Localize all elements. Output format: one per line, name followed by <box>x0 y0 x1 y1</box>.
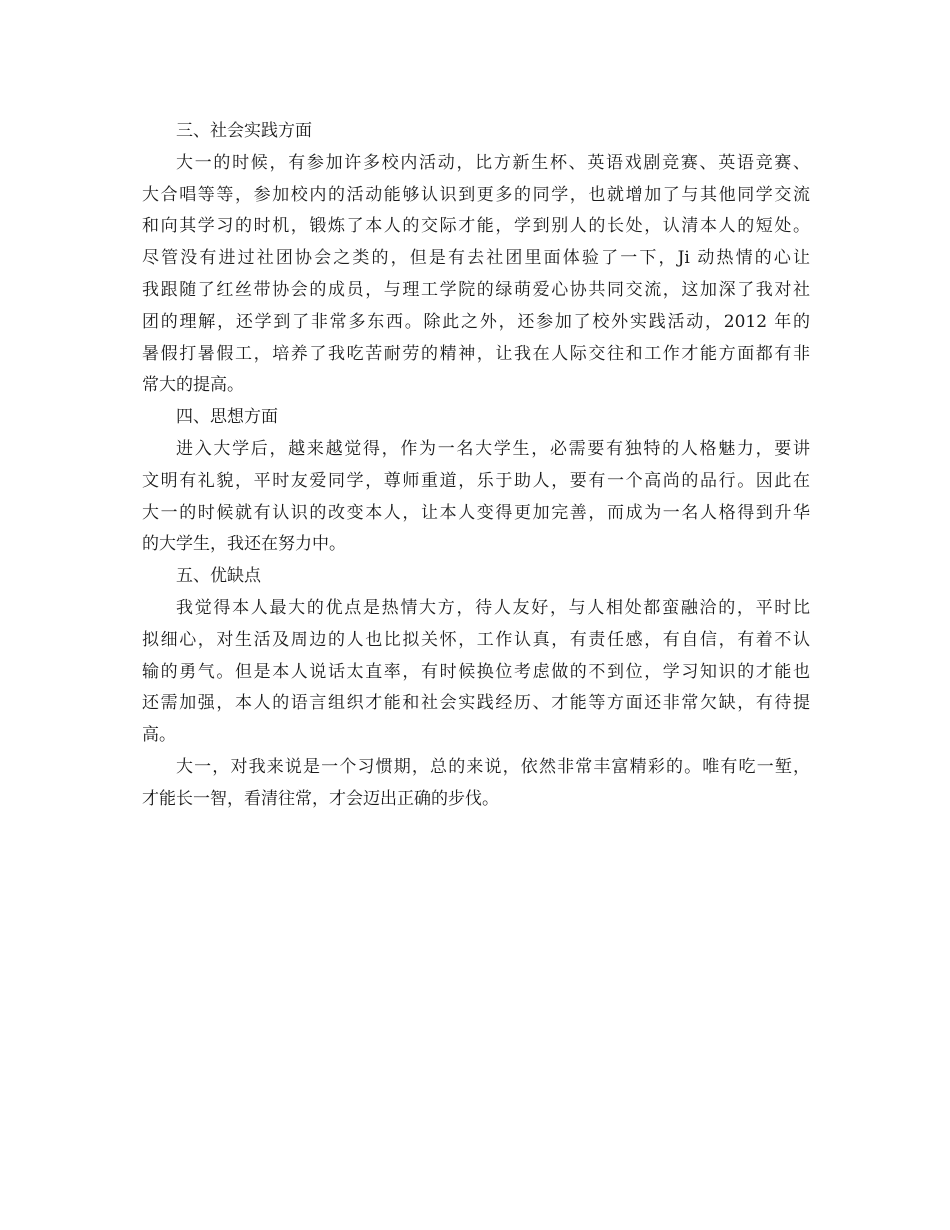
paragraph-line: 团的理解，还学到了非常多东西。除此之外，还参加了校外实践活动，2012 年的 <box>142 311 810 332</box>
paragraph-line: 拟细心，对生活及周边的人也比拟关怀，工作认真，有责任感，有自信，有着不认 <box>142 629 810 650</box>
paragraph-line: 进入大学后，越来越觉得，作为一名大学生，必需要有独特的人格魅力，要讲 <box>176 438 810 459</box>
paragraph-thinking <box>142 434 810 561</box>
paragraph-line: 文明有礼貌，平时友爱同学，尊师重道，乐于助人，要有一个高尚的品行。因此在 <box>142 470 810 491</box>
section-heading-strengths-weaknesses: 五、优缺点 <box>176 566 261 587</box>
paragraph-line: 我觉得本人最大的优点是热情大方，待人友好，与人相处都蛮融洽的，平时比 <box>176 597 810 618</box>
paragraph-line: 还需加强，本人的语言组织才能和社会实践经历、才能等方面还非常欠缺，有待提 <box>142 693 810 714</box>
paragraph-line: 和向其学习的时机，锻炼了本人的交际才能，学到别人的长处，认清本人的短处。 <box>142 216 810 237</box>
document-body <box>142 116 810 816</box>
paragraph-line: 才能长一智，看清往常，才会迈出正确的步伐。 <box>142 788 499 809</box>
paragraph-line: 高。 <box>142 725 176 746</box>
paragraph-line: 我跟随了红丝带协会的成员，与理工学院的绿萌爱心协共同交流，这加深了我对社 <box>142 279 810 300</box>
paragraph-line: 大合唱等等，参加校内的活动能够认识到更多的同学，也就增加了与其他同学交流 <box>142 184 810 205</box>
paragraph-line: 的大学生，我还在努力中。 <box>142 534 346 555</box>
paragraph-line: 输的勇气。但是本人说话太直率，有时候换位考虑做的不到位，学习知识的才能也 <box>142 661 810 682</box>
section-heading-social-practice: 三、社会实践方面 <box>176 121 312 141</box>
paragraph-line: 暑假打暑假工，培养了我吃苦耐劳的精神，让我在人际交往和工作才能方面都有非 <box>142 343 810 364</box>
paragraph-line: 大一的时候就有认识的改变本人，让本人变得更加完善，而成为一名人格得到升华 <box>142 502 810 523</box>
paragraph-line: 尽管没有进过社团协会之类的，但是有去社团里面体验了一下，Ji 动热情的心让 <box>142 248 810 269</box>
paragraph-line: 大一，对我来说是一个习惯期，总的来说，依然非常丰富精彩的。唯有吃一堑， <box>176 756 810 777</box>
paragraph-line: 大一的时候，有参加许多校内活动，比方新生杯、英语戏剧竞赛、英语竞赛、 <box>176 152 810 173</box>
paragraph-social-practice <box>142 148 810 402</box>
paragraph-strengths-weaknesses <box>142 593 810 752</box>
section-heading-thinking: 四、思想方面 <box>176 407 278 428</box>
paragraph-line: 常大的提高。 <box>142 375 244 396</box>
paragraph-conclusion <box>142 752 810 816</box>
